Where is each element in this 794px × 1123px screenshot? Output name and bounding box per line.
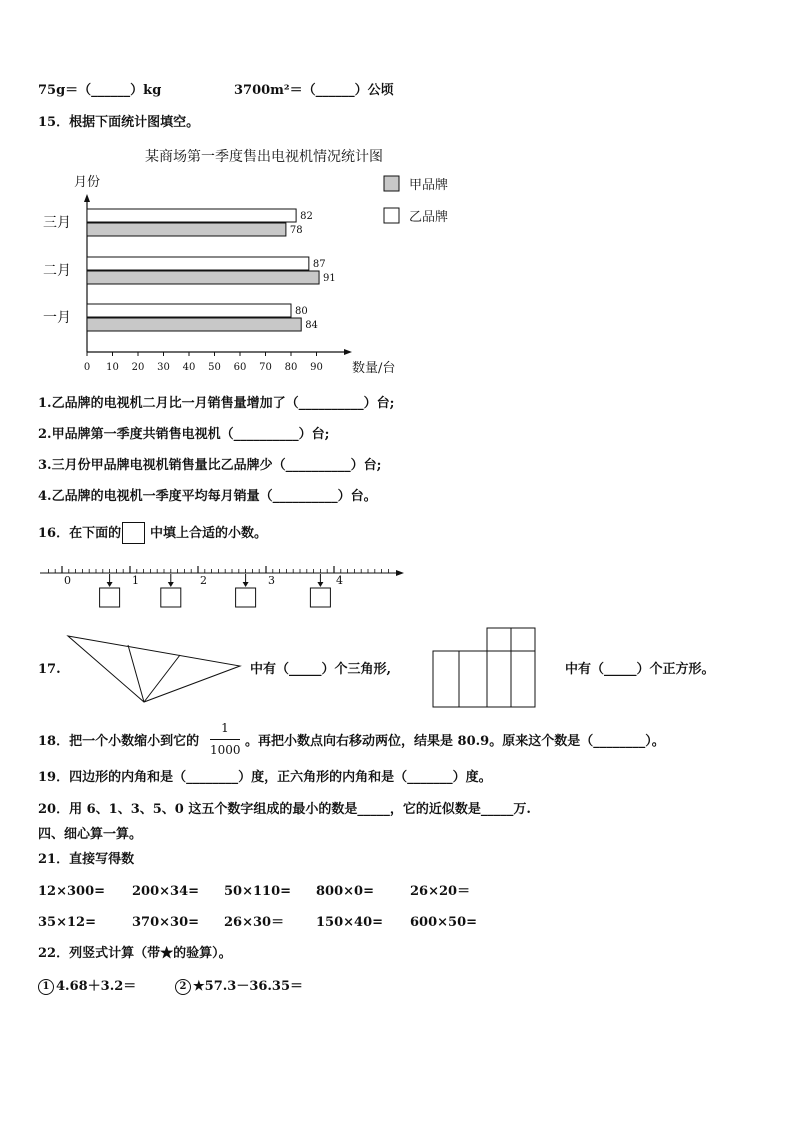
- q18-fraction-numerator: 1: [221, 721, 229, 735]
- q21-item: 12×300=: [38, 884, 106, 899]
- chart-xlabel: 数量/台: [352, 361, 396, 376]
- bar-yi: [87, 304, 291, 317]
- bar-chart: [0, 140, 794, 380]
- squares-figure: [432, 627, 542, 709]
- q17-text-b: 中有（_____）个正方形。: [565, 662, 715, 677]
- chart-ylabel: 月份: [74, 175, 101, 190]
- q16-inline-box: [122, 522, 145, 544]
- x-tick-label: 40: [182, 362, 196, 373]
- q21-item: 26×20＝: [410, 884, 471, 899]
- x-tick-label: 0: [83, 362, 91, 373]
- x-axis-arrow: [344, 349, 352, 355]
- q16-prompt-b: 中填上合适的小数。: [150, 526, 268, 541]
- q17-number: 17.: [38, 662, 61, 677]
- legend-label-yi: 乙品牌: [409, 210, 449, 225]
- q18-text-b: 。再把小数点向右移动两位，结果是 80.9。原来这个数是（________）。: [245, 734, 665, 749]
- answer-box[interactable]: [100, 588, 120, 607]
- q20-text: 20．用 6、1、3、5、0 这五个数字组成的最小的数是_____，它的近似数是_____万.: [38, 802, 531, 817]
- bar-jia: [87, 271, 319, 284]
- bar-jia: [87, 318, 301, 331]
- number-line-label: 4: [336, 574, 343, 587]
- q21-prompt: 21．直接写得数: [38, 852, 135, 867]
- x-tick-label: 90: [310, 362, 323, 373]
- q21-item: 200×34=: [132, 884, 200, 899]
- number-line-pointer-head: [317, 582, 323, 587]
- x-tick-label: 20: [131, 362, 145, 373]
- q22-prompt: 22．列竖式计算（带★的验算）。: [38, 946, 232, 961]
- q15-sub2: 2.甲品牌第一季度共销售电视机（__________）台;: [38, 427, 330, 442]
- chart-title: 某商场第一季度售出电视机情况统计图: [145, 149, 383, 165]
- q15-sub4: 4.乙品牌的电视机一季度平均每月销量（__________）台。: [38, 489, 377, 504]
- bar-yi: [87, 257, 309, 270]
- y-axis-arrow: [84, 194, 90, 202]
- q15-prompt: 15．根据下面统计图填空。: [38, 115, 200, 130]
- bar-value-label: 78: [289, 225, 303, 236]
- legend-swatch-jia: [384, 176, 399, 191]
- number-line-label: 2: [200, 574, 207, 587]
- x-tick-label: 30: [157, 362, 170, 373]
- number-line-pointer-head: [243, 582, 249, 587]
- x-tick-label: 10: [106, 362, 119, 373]
- q22-item-1: 4.68＋3.2＝: [56, 979, 137, 994]
- q21-item: 50×110=: [224, 884, 292, 899]
- q21-item: 600×50=: [410, 915, 478, 930]
- unit-conversion-right: 3700m²＝（______）公顷: [234, 83, 394, 98]
- category-label: 三月: [43, 215, 71, 231]
- bar-value-label: 87: [312, 259, 326, 270]
- number-line-pointer-head: [168, 582, 174, 587]
- number-line-pointer-head: [107, 582, 113, 587]
- x-tick-label: 50: [208, 362, 221, 373]
- q22-circled-number-1: 1: [38, 979, 54, 995]
- answer-box[interactable]: [310, 588, 330, 607]
- q15-sub3: 3.三月份甲品牌电视机销售量比乙品牌少（__________）台;: [38, 458, 382, 473]
- category-label: 二月: [43, 263, 71, 279]
- q17-text-a: 中有（_____）个三角形,: [250, 662, 392, 677]
- triangle-figure: [66, 634, 246, 704]
- q21-item: 35×12=: [38, 915, 96, 930]
- q18-text-a: 18．把一个小数缩小到它的: [38, 734, 200, 749]
- bar-value-label: 91: [323, 273, 336, 284]
- number-line-label: 1: [132, 574, 139, 587]
- bar-jia: [87, 223, 286, 236]
- number-line-arrow: [396, 570, 404, 576]
- q16-prompt-a: 16．在下面的: [38, 526, 122, 541]
- legend-swatch-yi: [384, 208, 399, 223]
- bar-value-label: 82: [300, 211, 313, 222]
- x-tick-label: 60: [233, 362, 247, 373]
- q21-item: 150×40=: [316, 915, 384, 930]
- category-label: 一月: [43, 310, 71, 326]
- section-4-heading: 四、细心算一算。: [38, 827, 143, 842]
- bar-value-label: 80: [295, 306, 308, 317]
- bar-yi: [87, 209, 296, 222]
- legend-label-jia: 甲品牌: [409, 178, 449, 193]
- q19-text: 19．四边形的内角和是（________）度，正六角形的内角和是（_______）度。: [38, 770, 492, 785]
- q22-item-2: ★57.3－36.35＝: [193, 979, 304, 994]
- unit-conversion-left: 75g＝（______）kg: [38, 83, 162, 98]
- q21-item: 800×0=: [316, 884, 374, 899]
- x-tick-label: 80: [284, 362, 298, 373]
- bar-value-label: 84: [305, 320, 318, 331]
- answer-box[interactable]: [236, 588, 256, 607]
- number-line-label: 0: [64, 574, 71, 587]
- q18-fraction-bar: [210, 739, 240, 740]
- x-tick-label: 70: [259, 362, 272, 373]
- number-line: [0, 560, 794, 620]
- number-line-label: 3: [268, 574, 275, 587]
- q21-item: 370×30=: [132, 915, 200, 930]
- q15-sub1: 1.乙品牌的电视机二月比一月销售量增加了（__________）台;: [38, 396, 395, 411]
- q18-fraction-denominator: 1000: [210, 743, 241, 757]
- q21-item: 26×30＝: [224, 915, 285, 930]
- q22-circled-number-2: 2: [175, 979, 191, 995]
- answer-box[interactable]: [161, 588, 181, 607]
